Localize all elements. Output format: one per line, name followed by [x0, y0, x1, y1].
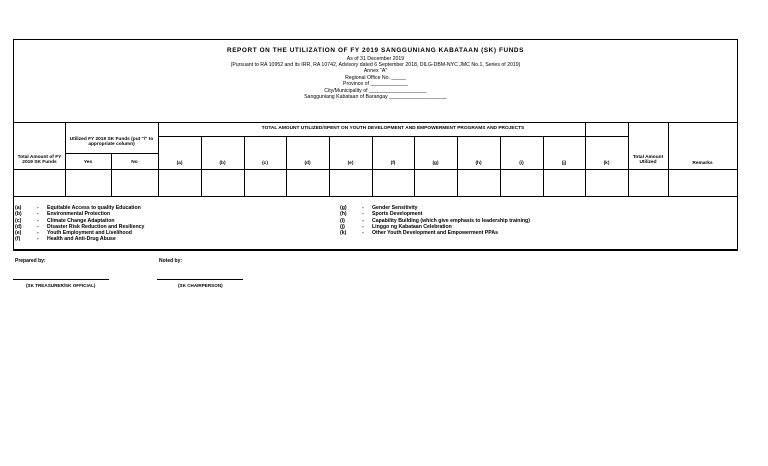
legend-left: [15, 205, 144, 243]
column-h-header: (h): [475, 161, 482, 166]
barangay-field: Sangguniang Kabataan of Barangay ____________________: [304, 94, 447, 100]
province-field: Province of _____________: [343, 81, 408, 87]
legend-item: (j) - Linggo ng Kabataan Celebration: [340, 223, 452, 230]
treasurer-signature-line: [13, 279, 109, 280]
col-divider: [65, 122, 66, 196]
column-g-header: (g): [432, 161, 439, 166]
prepared-by-label: Prepared by:: [15, 258, 46, 264]
chairperson-caption: (SK CHAIRPERSON): [178, 283, 223, 288]
chairperson-signature-line: [157, 279, 243, 280]
legend-item: (e) - Youth Employment and Livelihood: [15, 230, 132, 237]
remarks-header: Remarks: [692, 161, 713, 166]
column-k-header: (k): [603, 161, 610, 166]
legend-item: (a) - Equitable Access to quality Education: [15, 205, 141, 211]
col-divider: [585, 122, 586, 196]
report-form: [13, 39, 738, 251]
col-divider: [158, 122, 159, 196]
legend-item: (g) - Gender Sensitivity: [340, 205, 418, 211]
column-i-header: (i): [519, 161, 524, 166]
legend-item: (i) - Capability Building (which give emphasis to leadership training): [340, 217, 530, 224]
column-f-header: (f): [390, 161, 396, 166]
column-b-header: (b): [219, 161, 226, 166]
group-header-divider: [158, 136, 628, 137]
legend-item: (b) - Environmental Protection: [15, 211, 111, 218]
legend-right: [340, 205, 530, 236]
legend-item: (f) - Health and Anti-Drug Abuse: [15, 236, 116, 243]
legend-bottom-border: [14, 249, 737, 250]
city-field: City/Municipality of ____________________: [324, 88, 427, 94]
legend-item: (k) - Other Youth Development and Empowerment PPAs: [340, 230, 498, 237]
annex-label: Annex "A": [363, 68, 388, 74]
legend-item: (c) - Climate Change Adaptation: [15, 217, 115, 224]
column-e-header: (e): [347, 161, 354, 166]
report-title: REPORT ON THE UTILIZATION OF FY 2019 SANGGUNIANG KABATAAN (SK) FUNDS: [226, 47, 525, 54]
column-d-header: (d): [304, 161, 311, 166]
total-utilized-header: Total Amount Utilized: [632, 155, 664, 166]
legend-item: (h) - Sports Development: [340, 211, 423, 218]
column-j-header: (j): [561, 161, 567, 166]
total-amount-header: Total Amount of FY 2019 SK Funds: [17, 155, 62, 166]
col-divider: [668, 122, 669, 196]
yes-column-header: Yes: [83, 160, 93, 165]
no-column-header: No: [131, 160, 138, 165]
legend-item: (d) - Disaster Risk Reduction and Resiliency: [15, 223, 145, 230]
regional-office-field: Regional Office No. _____: [345, 75, 406, 81]
pursuant-note: (Pursuant to RA 10952 and its IRR, RA 10742, Advisory dated 6 September 2018, DILG-DBM-NYC JMC No.1, Series of 2019): [230, 62, 521, 68]
treasurer-caption: (SK TREASURER/SK OFFICIAL): [26, 283, 96, 288]
table-bottom-border: [14, 196, 737, 197]
column-c-header: (c): [262, 161, 268, 166]
noted-by-label: Noted by:: [159, 258, 183, 264]
programs-group-header: TOTAL AMOUNT UTILIZED/SPENT ON YOUTH DEVELOPMENT AND EMPOWERMENT PROGRAMS AND PROJECTS: [261, 126, 525, 131]
utilized-header: Utilized FY 2019 SK Funds (put "/" to appropriate column): [69, 137, 154, 148]
as-of-date: As of 31 December 2019: [346, 56, 405, 62]
column-a-header: (a): [176, 161, 183, 166]
